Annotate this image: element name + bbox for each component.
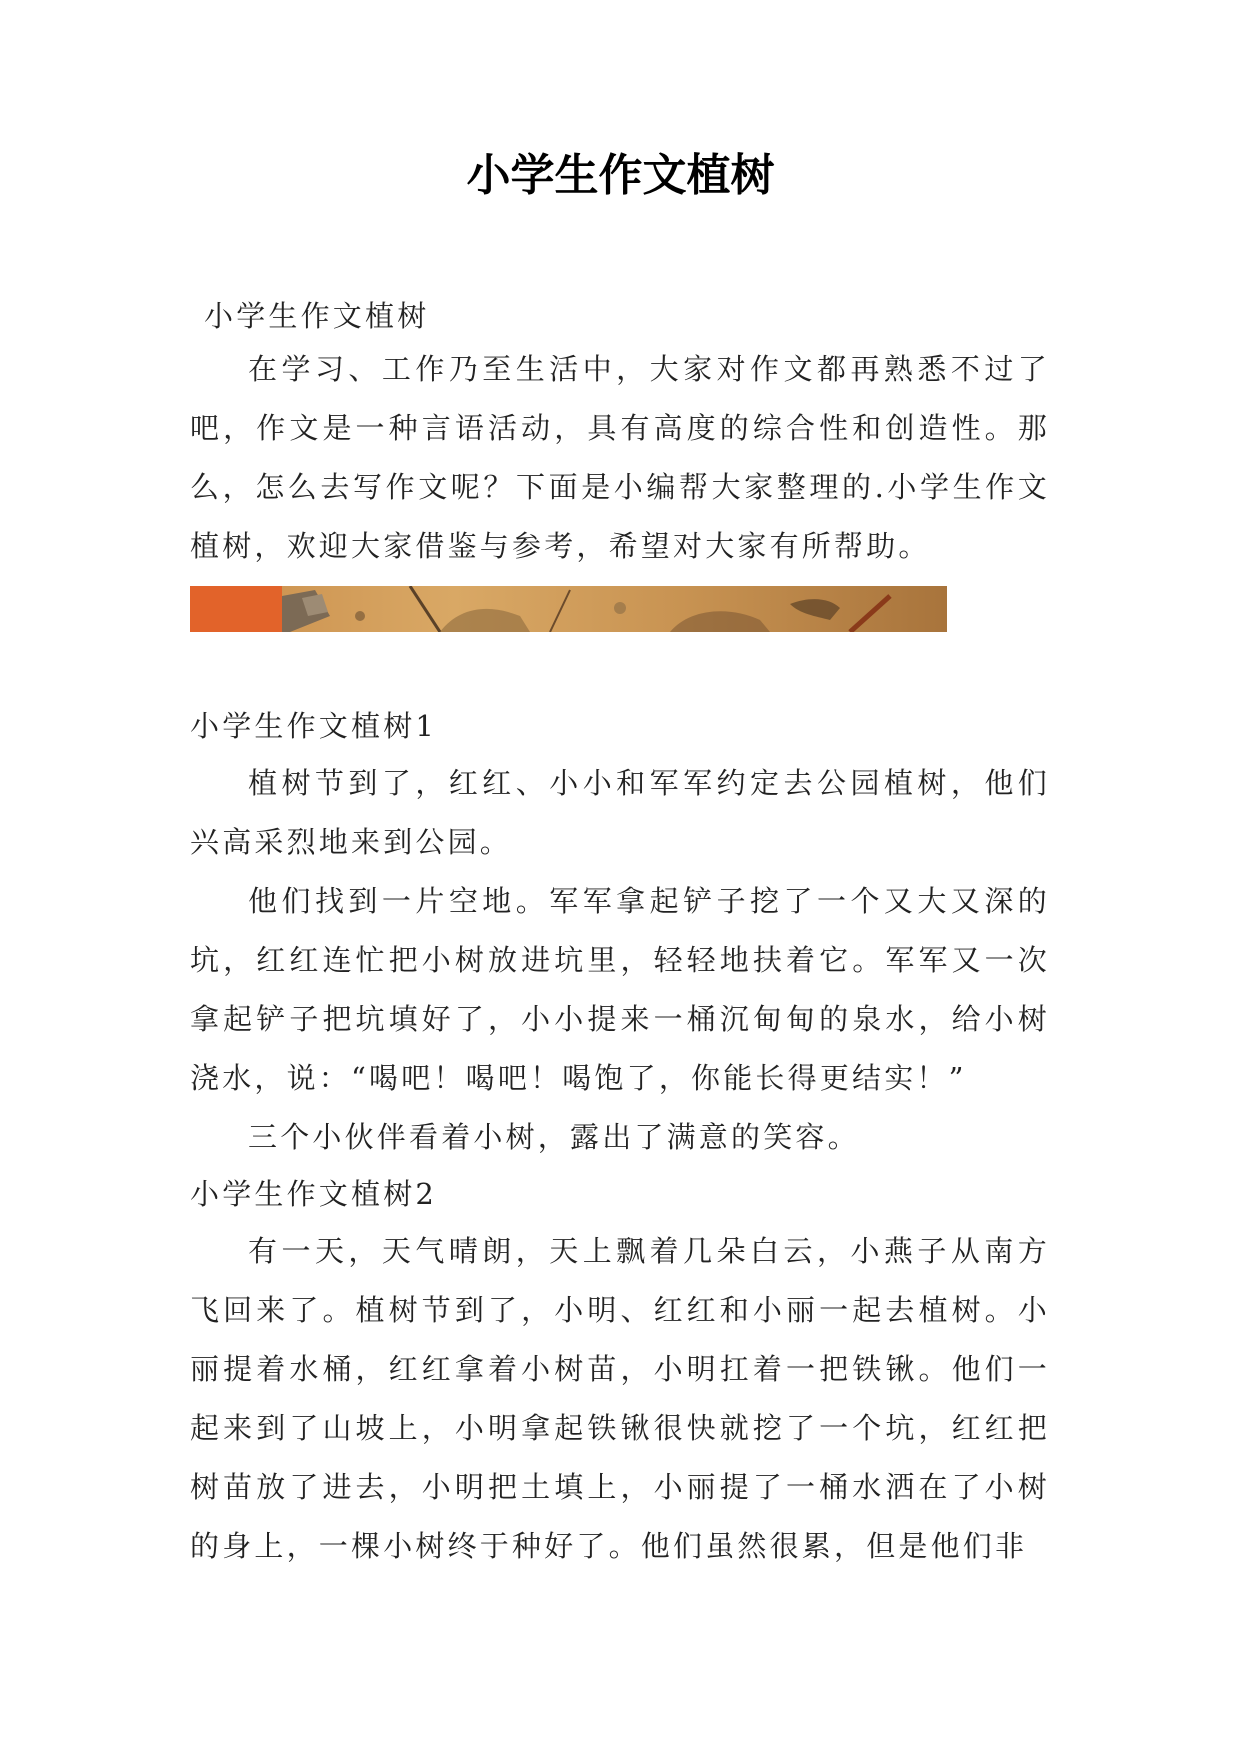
- section-paragraph: 他们找到一片空地。军军拿起铲子挖了一个又大又深的坑，红红连忙把小树放进坑里，轻轻地扶着它。军军又一次拿起铲子把坑填好了，小小提来一桶沉甸甸的泉水，给小树浇水，说：“喝吧！喝吧！喝饱了，你能长得更结实！”: [190, 884, 1050, 1095]
- intro-paragraph: 在学习、工作乃至生活中，大家对作文都再熟悉不过了吧，作文是一种言语活动，具有高度的综合性和创造性。那么，怎么去写作文呢？下面是小编帮大家整理的.小学生作文植树，欢迎大家借鉴与参考，希望对大家有所帮助。: [190, 352, 1050, 563]
- spacer: [190, 632, 1050, 699]
- document-subtitle: 小学生作文植树: [204, 299, 430, 333]
- section-heading: 小学生作文植树1: [190, 709, 438, 743]
- section-paragraph: 植树节到了，红红、小小和军军约定去公园植树，他们兴高采烈地来到公园。: [190, 766, 1050, 859]
- section-heading: 小学生作文植树2: [190, 1177, 438, 1211]
- document-title: 小学生作文植树: [466, 150, 775, 201]
- section-paragraph: 有一天，天气晴朗，天上飘着几朵白云，小燕子从南方飞回来了。植树节到了，小明、红红和小丽一起去植树。小丽提着水桶，红红拿着小树苗，小明扛着一把铁锹。他们一起来到了山坡上，小明拿起铁锹很快就挖了一个坑，红红把树苗放了进去，小明把土填上，小丽提了一桶水洒在了小树的身上，一棵小树终于种好了。他们虽然很累，但是他们非: [190, 1234, 1050, 1563]
- section-paragraph: 三个小伙伴看着小树，露出了满意的笑容。: [248, 1120, 860, 1154]
- tree-planting-photo: [190, 586, 947, 632]
- document-body: [190, 292, 1050, 1576]
